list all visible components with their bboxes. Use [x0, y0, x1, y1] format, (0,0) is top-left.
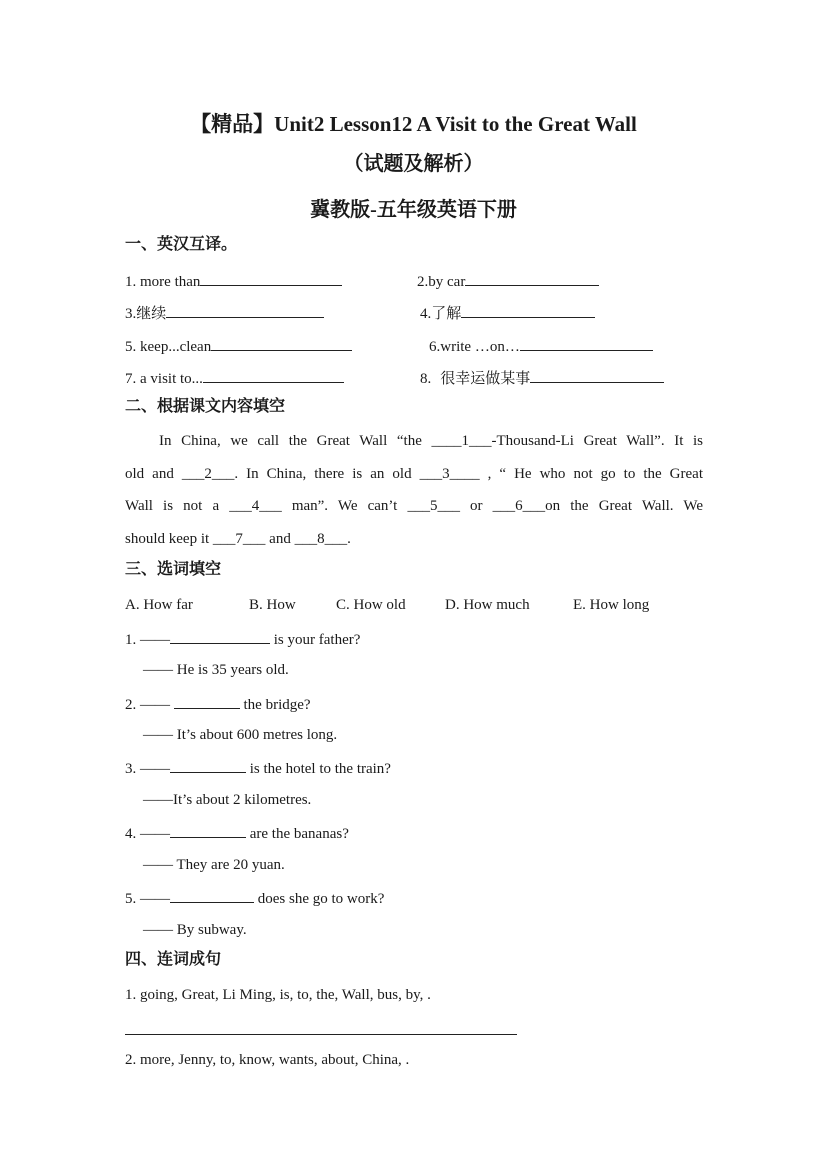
translate-item-4: 4.了解 [420, 303, 595, 323]
section-1-heading: 一、英汉互译。 [125, 236, 238, 253]
option-b: B. How [249, 597, 296, 613]
translate-item-8: 8. 很幸运做某事 [420, 368, 664, 388]
question-4: 4. —— are the bananas? [125, 823, 349, 843]
answer-blank[interactable] [166, 303, 324, 318]
translate-item-2: 2.by car [417, 271, 599, 291]
answer-line[interactable] [125, 1034, 517, 1035]
passage-line-2: old and ___2___. In China, there is an old ___3____ , “ He who not go to the Great [125, 466, 703, 482]
passage-line-3: Wall is not a ___4___ man”. We can’t ___5___ or ___6___on the Great Wall. We [125, 498, 703, 514]
section-3-heading: 三、选词填空 [125, 561, 222, 578]
option-a: A. How far [125, 597, 193, 613]
passage-line-1: In China, we call the Great Wall “the ____1___-Thousand-Li Great Wall”. It is [159, 433, 703, 449]
answer-blank[interactable] [170, 823, 246, 838]
sentence-item-1: 1. going, Great, Li Ming, is, to, the, Wall, bus, by, . [125, 987, 431, 1003]
page-subtitle-2: 冀教版-五年级英语下册 [310, 199, 517, 221]
option-d: D. How much [445, 597, 530, 613]
translate-item-7: 7. a visit to... [125, 368, 344, 388]
answer-1: —— He is 35 years old. [143, 662, 289, 678]
question-3: 3. —— is the hotel to the train? [125, 758, 391, 778]
translate-item-5: 5. keep...clean [125, 336, 352, 356]
answer-blank[interactable] [170, 888, 254, 903]
answer-blank[interactable] [174, 694, 240, 709]
section-2-heading: 二、根据课文内容填空 [125, 398, 286, 415]
answer-2: —— It’s about 600 metres long. [143, 727, 338, 743]
translate-item-3: 3.继续 [125, 303, 324, 323]
translate-item-6: 6.write …on… [429, 336, 653, 356]
answer-blank[interactable] [461, 303, 595, 318]
answer-4: —— They are 20 yuan. [143, 857, 285, 873]
answer-blank[interactable] [170, 629, 270, 644]
answer-3: ——It’s about 2 kilometres. [143, 792, 312, 808]
sentence-item-2: 2. more, Jenny, to, know, wants, about, China, . [125, 1052, 410, 1068]
page-title: 【精品】Unit2 Lesson12 A Visit to the Great Wall [190, 112, 637, 136]
page-subtitle: （试题及解析） [343, 153, 484, 175]
question-1: 1. —— is your father? [125, 629, 360, 649]
question-2: 2. —— the bridge? [125, 694, 311, 714]
answer-blank[interactable] [200, 271, 342, 286]
answer-blank[interactable] [520, 336, 653, 351]
passage-line-4: should keep it ___7___ and ___8___. [125, 531, 351, 547]
option-c: C. How old [336, 597, 406, 613]
answer-blank[interactable] [203, 368, 344, 383]
option-e: E. How long [573, 597, 650, 613]
section-4-heading: 四、连词成句 [125, 951, 222, 968]
answer-blank[interactable] [170, 758, 246, 773]
answer-5: —— By subway. [143, 922, 247, 938]
question-5: 5. —— does she go to work? [125, 888, 384, 908]
answer-blank[interactable] [211, 336, 352, 351]
translate-item-1: 1. more than [125, 271, 342, 291]
answer-blank[interactable] [530, 368, 664, 383]
answer-blank[interactable] [465, 271, 599, 286]
